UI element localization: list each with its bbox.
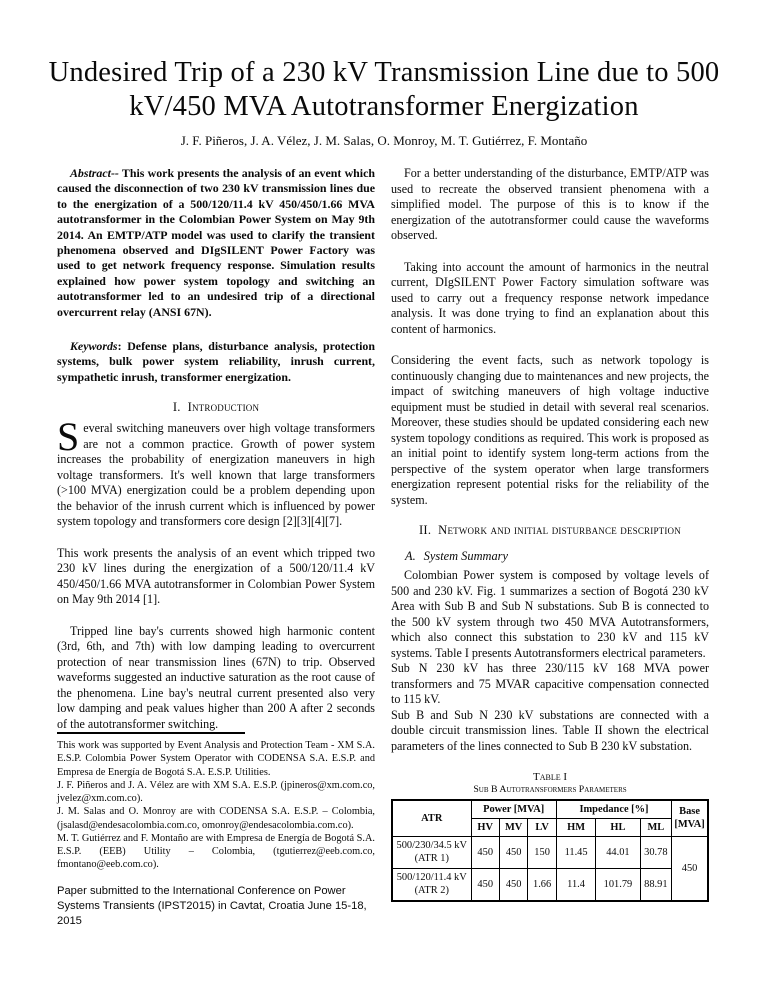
right-paragraph-4: Colombian Power system is composed by voltage levels of 500 and 230 kV. Fig. 1 summarizes a section of Bogotá 230 kV Area with Sub B and Sub N substations. Sub B is connected to the 500 kV system through two 450 MVA Autotransformers, which also connect this substation to 230 kV and 115 kV systems. Table I presents Autotransformers electrical parameters.: [391, 568, 709, 660]
atr2-mv: 450: [499, 869, 527, 902]
column-header-hm: HM: [556, 819, 596, 837]
column-header-mv: MV: [499, 819, 527, 837]
keywords-paragraph: [57, 339, 375, 385]
atr1-lv: 150: [528, 837, 556, 869]
column-header-base: [672, 800, 708, 837]
section-number: II.: [419, 523, 432, 537]
section-title: Network and initial disturbance description: [438, 523, 681, 537]
footnote-affiliation-xm: J. F. Piñeros and J. A. Vélez are with XM S.A. E.S.P. (jpineros@xm.com.co, jvelez@xm.com.co).: [57, 779, 375, 805]
right-paragraph-6: Sub B and Sub N 230 kV substations are connected with a double circuit transmission lines. Table II shown the electrical parameters of the lines connected to Sub B 230 kV substation.: [391, 707, 709, 753]
column-header-power: Power [MVA]: [471, 800, 556, 819]
right-column: [391, 166, 709, 994]
section-number: I.: [172, 400, 181, 415]
intro-paragraph-1: [57, 414, 375, 530]
footnote-affiliation-eeb: M. T. Gutiérrez and F. Montaño are with Empresa de Energía de Bogotá S.A. E.S.P. (EEB) Utility – Colombia, (tgutierrez@eeb.com.co, fmontano@eeb.com.co).: [57, 832, 375, 871]
atr1-name-cell: [392, 837, 471, 869]
table-header-row-1: [392, 800, 708, 819]
atr2-lv: 1.66: [528, 869, 556, 902]
submission-note: Paper submitted to the International Conference on Power Systems Transients (IPST2015) in Cavtat, Croatia June 15-18, 2015: [57, 885, 367, 927]
base-unit: [MVA]: [674, 818, 705, 830]
atr2-hv: 450: [471, 869, 499, 902]
atr1-label: (ATR 1): [414, 852, 449, 864]
atr1-hm: 11.45: [556, 837, 596, 869]
footnote-separator-rule: [57, 732, 245, 734]
intro-paragraph-3: Tripped line bay's currents showed high harmonic content (3rd, 6th, and 7th) with low damping leading to overcurrent protection of near transmission lines (67N) to trip. Observed waveforms suggested an inductive saturation as the root cause of the phenomena. Line bay's neutral current presented also very low damping and peak values higher than 200 A after 2 seconds of the autotransformer switching.: [57, 623, 375, 731]
atr2-ml: 88.91: [640, 869, 672, 902]
left-column: [57, 166, 375, 994]
paper-title: Undesired Trip of a 230 kV Transmission Line due to 500 kV/450 MVA Autotransformer Energization: [48, 57, 720, 122]
subsection-heading-system-summary: [405, 549, 709, 564]
column-header-hl: HL: [596, 819, 640, 837]
autotransformers-parameters-table: [391, 799, 709, 902]
two-column-body: [57, 166, 709, 994]
subsection-number: A.: [405, 549, 416, 563]
footnote-affiliation-codensa: J. M. Salas and O. Monroy are with CODENSA S.A. E.S.P. – Colombia, (jsalasd@endesacolombia.com.co, omonroy@endesacolombia.com.co).: [57, 806, 375, 831]
right-paragraph-5: Sub N 230 kV has three 230/115 kV 168 MVA power transformers and 75 MVAR capacitive compensation connected to 115 kV.: [391, 661, 709, 706]
right-paragraph-3: Considering the event facts, such as network topology is continuously changing due to maintenances and new projects, the impact of switching maneuvers of high voltage inductive equipment must be studied in detail with several real scenarios. Moreover, these studies should be updated considering each new system topology conditions as required. This work is proposed as an initial point to identify system long-term actions from the perspective of the system operator when large transformers energization represent potential risks for the reliability of the system.: [391, 353, 709, 507]
column-header-impedance: Impedance [%]: [556, 800, 671, 819]
column-header-ml: ML: [640, 819, 672, 837]
abstract-label: Abstract--: [70, 166, 119, 180]
intro-paragraph-2: This work presents the analysis of an event which tripped two 230 kV lines during the energization of a 500/120/11.4 kV 450/450/1.66 MVA autotransformer in Colombian Power System on May 9th 2014 [1].: [57, 545, 375, 607]
right-paragraph-2: Taking into account the amount of harmonics in the neutral current, DIgSILENT Power Factory simulation software was used to carry out a frequency response network impedance analysis. It was done trying to find an explanation about this content of harmonics.: [391, 259, 709, 336]
atr2-voltage: 500/120/11.4 kV: [396, 872, 467, 883]
abstract-text: This work presents the analysis of an event which caused the disconnection of two 230 kV transmission lines due to the energization of a 500/120/11.4 kV 450/450/1.66 MVA autotransformer in the Colombian Power System on May 9th 2014. An EMTP/ATP model was used to clarify the transient phenomena observed and DIgSILENT Power Factory was used to get network frequency response. Simulation results explained how power system topology and switching an autotransformer led to an undesired trip of a directional overcurrent relay (ANSI 67N).: [57, 166, 375, 319]
authors-line: J. F. Piñeros, J. A. Vélez, J. M. Salas, O. Monroy, M. T. Gutiérrez, F. Montaño: [180, 133, 588, 148]
column-header-lv: LV: [528, 819, 556, 837]
intro-paragraph-1-text: everal switching maneuvers over high voltage transformers are not a common practice. Growth of power system increases the probability of energization maneuvers in high voltage transformers. It's well known that large transformers (>100 MVA) energization could be a problem depending upon the behavior of the inrush current which is influenced by power system topology and transformers core design [2][3][4][7].: [57, 421, 375, 529]
drop-cap: S: [57, 414, 80, 460]
keywords-label: Keywords: [70, 339, 118, 354]
atr1-hv: 450: [471, 837, 499, 869]
right-paragraph-1: For a better understanding of the disturbance, EMTP/ATP was used to recreate the observed transient phenomena with a simplified model. The purpose of this is to know if the energization of the autotransformer could cause the waveforms observed.: [391, 166, 709, 242]
table-caption-number: Table I: [532, 771, 568, 783]
atr1-hl: 44.01: [596, 837, 640, 869]
section-heading-introduction: [57, 400, 375, 415]
subsection-title: System Summary: [423, 549, 508, 563]
table-row: [392, 837, 708, 869]
atr2-name-cell: [392, 869, 471, 902]
base-value-cell: 450: [672, 837, 708, 902]
atr2-hm: 11.4: [556, 869, 596, 902]
section-heading-network: [391, 523, 709, 538]
abstract-paragraph: [57, 166, 375, 320]
column-header-atr: ATR: [392, 800, 471, 837]
base-label: Base: [679, 806, 700, 817]
section-title: Introduction: [187, 400, 260, 415]
atr2-hl: 101.79: [596, 869, 640, 902]
keywords-text: : Defense plans, disturbance analysis, protection systems, bulk power system reliability, inrush current, sympathetic inrush, transformer energization.: [57, 339, 375, 384]
table-caption-title: Sub B Autotransformers Parameters: [473, 784, 627, 795]
atr2-label: (ATR 2): [414, 884, 449, 896]
column-header-hv: HV: [471, 819, 499, 837]
atr1-ml: 30.78: [640, 837, 672, 869]
atr1-mv: 450: [499, 837, 527, 869]
table-row: [392, 869, 708, 902]
atr1-voltage: 500/230/34.5 kV: [396, 840, 467, 851]
footnote-support: This work was supported by Event Analysis and Protection Team - XM S.A. E.S.P. Colombia Power System Operator with CODENSA S.A. E.S.P. and Empresa de Energía de Bogotá S.A. E.S.P. Utilities.: [57, 740, 375, 778]
paper-header: [30, 56, 738, 149]
footnote-block: [57, 732, 375, 940]
